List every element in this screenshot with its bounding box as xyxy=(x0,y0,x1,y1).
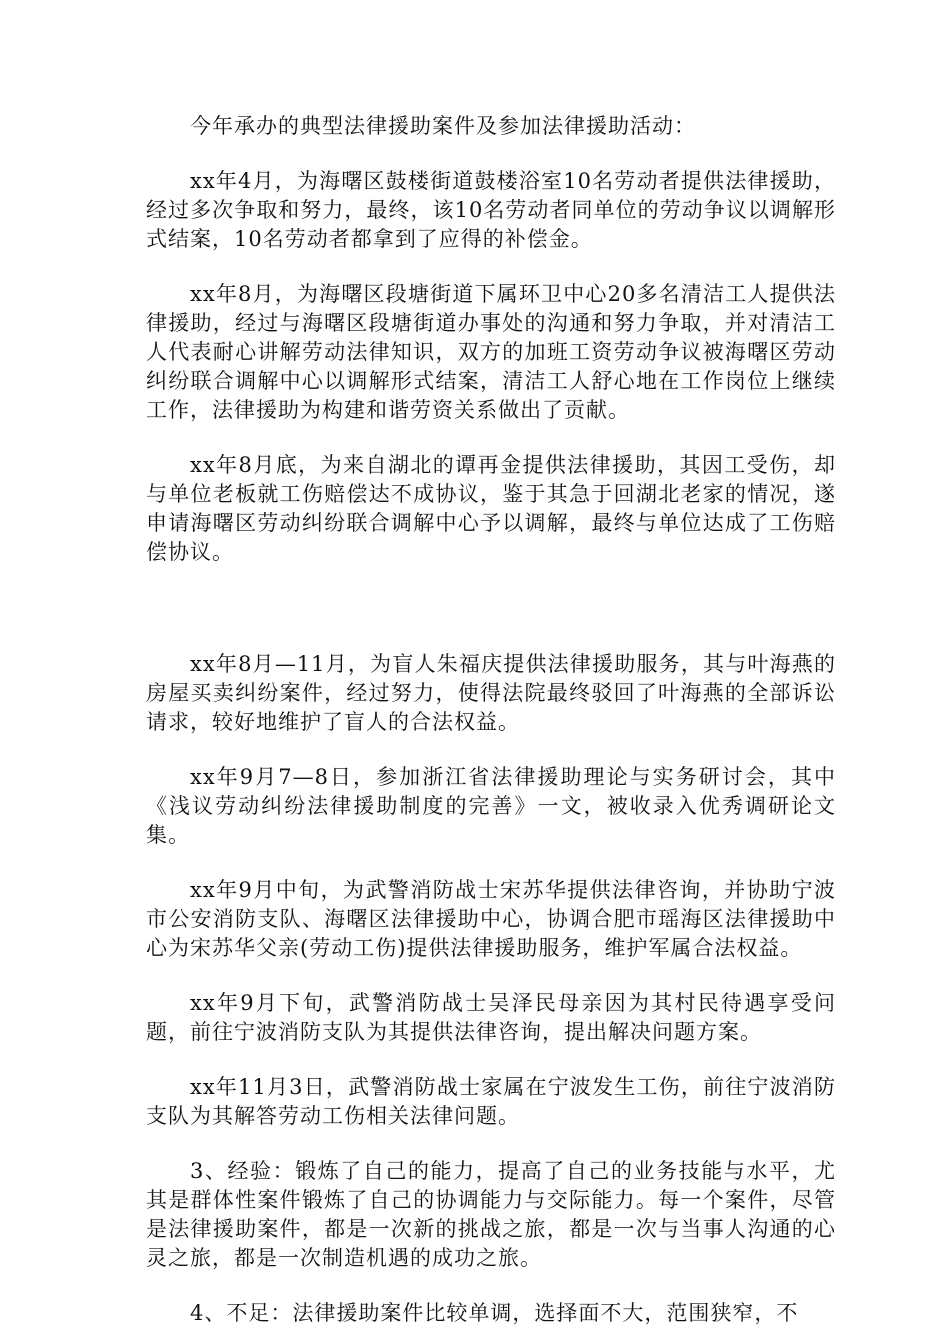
case-late-august-paragraph: xx年8月底，为来自湖北的谭再金提供法律援助，其因工受伤，却与单位老板就工伤赔偿达不成协议，鉴于其急于回湖北老家的情况，遂申请海曙区劳动纠纷联合调解中心予以调解，最终与单位达成了工伤赔偿协议。 xyxy=(146,453,836,564)
seminar-september-paragraph: xx年9月7—8日，参加浙江省法律援助理论与实务研讨会，其中《浅议劳动纠纷法律援助制度的完善》一文，被收录入优秀调研论文集。 xyxy=(146,765,836,847)
case-november-paragraph: xx年11月3日，武警消防战士家属在宁波发生工伤，前往宁波消防支队为其解答劳动工伤相关法律问题。 xyxy=(146,1075,836,1128)
intro-paragraph: 今年承办的典型法律援助案件及参加法律援助活动： xyxy=(190,114,696,138)
shortcomings-paragraph: 4、不足：法律援助案件比较单调，选择面不大，范围狭窄，不 xyxy=(190,1301,799,1325)
case-late-september-paragraph: xx年9月下旬，武警消防战士吴泽民母亲因为其村民待遇享受问题，前往宁波消防支队为其提供法律咨询，提出解决问题方案。 xyxy=(146,991,836,1044)
experience-paragraph: 3、经验：锻炼了自己的能力，提高了自己的业务技能与水平，尤其是群体性案件锻炼了自己的协调能力与交际能力。每一个案件，尽管是法律援助案件，都是一次新的挑战之旅，都是一次与当事人沟通的心灵之旅，都是一次制造机遇的成功之旅。 xyxy=(146,1159,836,1270)
case-august-paragraph: xx年8月，为海曙区段塘街道下属环卫中心20多名清洁工人提供法律援助，经过与海曙区段塘街道办事处的沟通和努力争取，并对清洁工人代表耐心讲解劳动法律知识，双方的加班工资劳动争议被海曙区劳动纠纷联合调解中心以调解形式结案，清洁工人舒心地在工作岗位上继续工作，法律援助为构建和谐劳资关系做出了贡献。 xyxy=(146,282,836,422)
case-mid-september-paragraph: xx年9月中旬，为武警消防战士宋苏华提供法律咨询，并协助宁波市公安消防支队、海曙区法律援助中心，协调合肥市瑶海区法律援助中心为宋苏华父亲(劳动工伤)提供法律援助服务，维护军属合法权益。 xyxy=(146,878,836,960)
document-body xyxy=(146,112,836,1328)
case-august-november-paragraph: xx年8月—11月，为盲人朱福庆提供法律援助服务，其与叶海燕的房屋买卖纠纷案件，经过努力，使得法院最终驳回了叶海燕的全部诉讼请求，较好地维护了盲人的合法权益。 xyxy=(146,652,836,734)
case-april-paragraph: xx年4月，为海曙区鼓楼街道鼓楼浴室10名劳动者提供法律援助，经过多次争取和努力，最终，该10名劳动者同单位的劳动争议以调解形式结案，10名劳动者都拿到了应得的补偿金。 xyxy=(146,169,836,251)
